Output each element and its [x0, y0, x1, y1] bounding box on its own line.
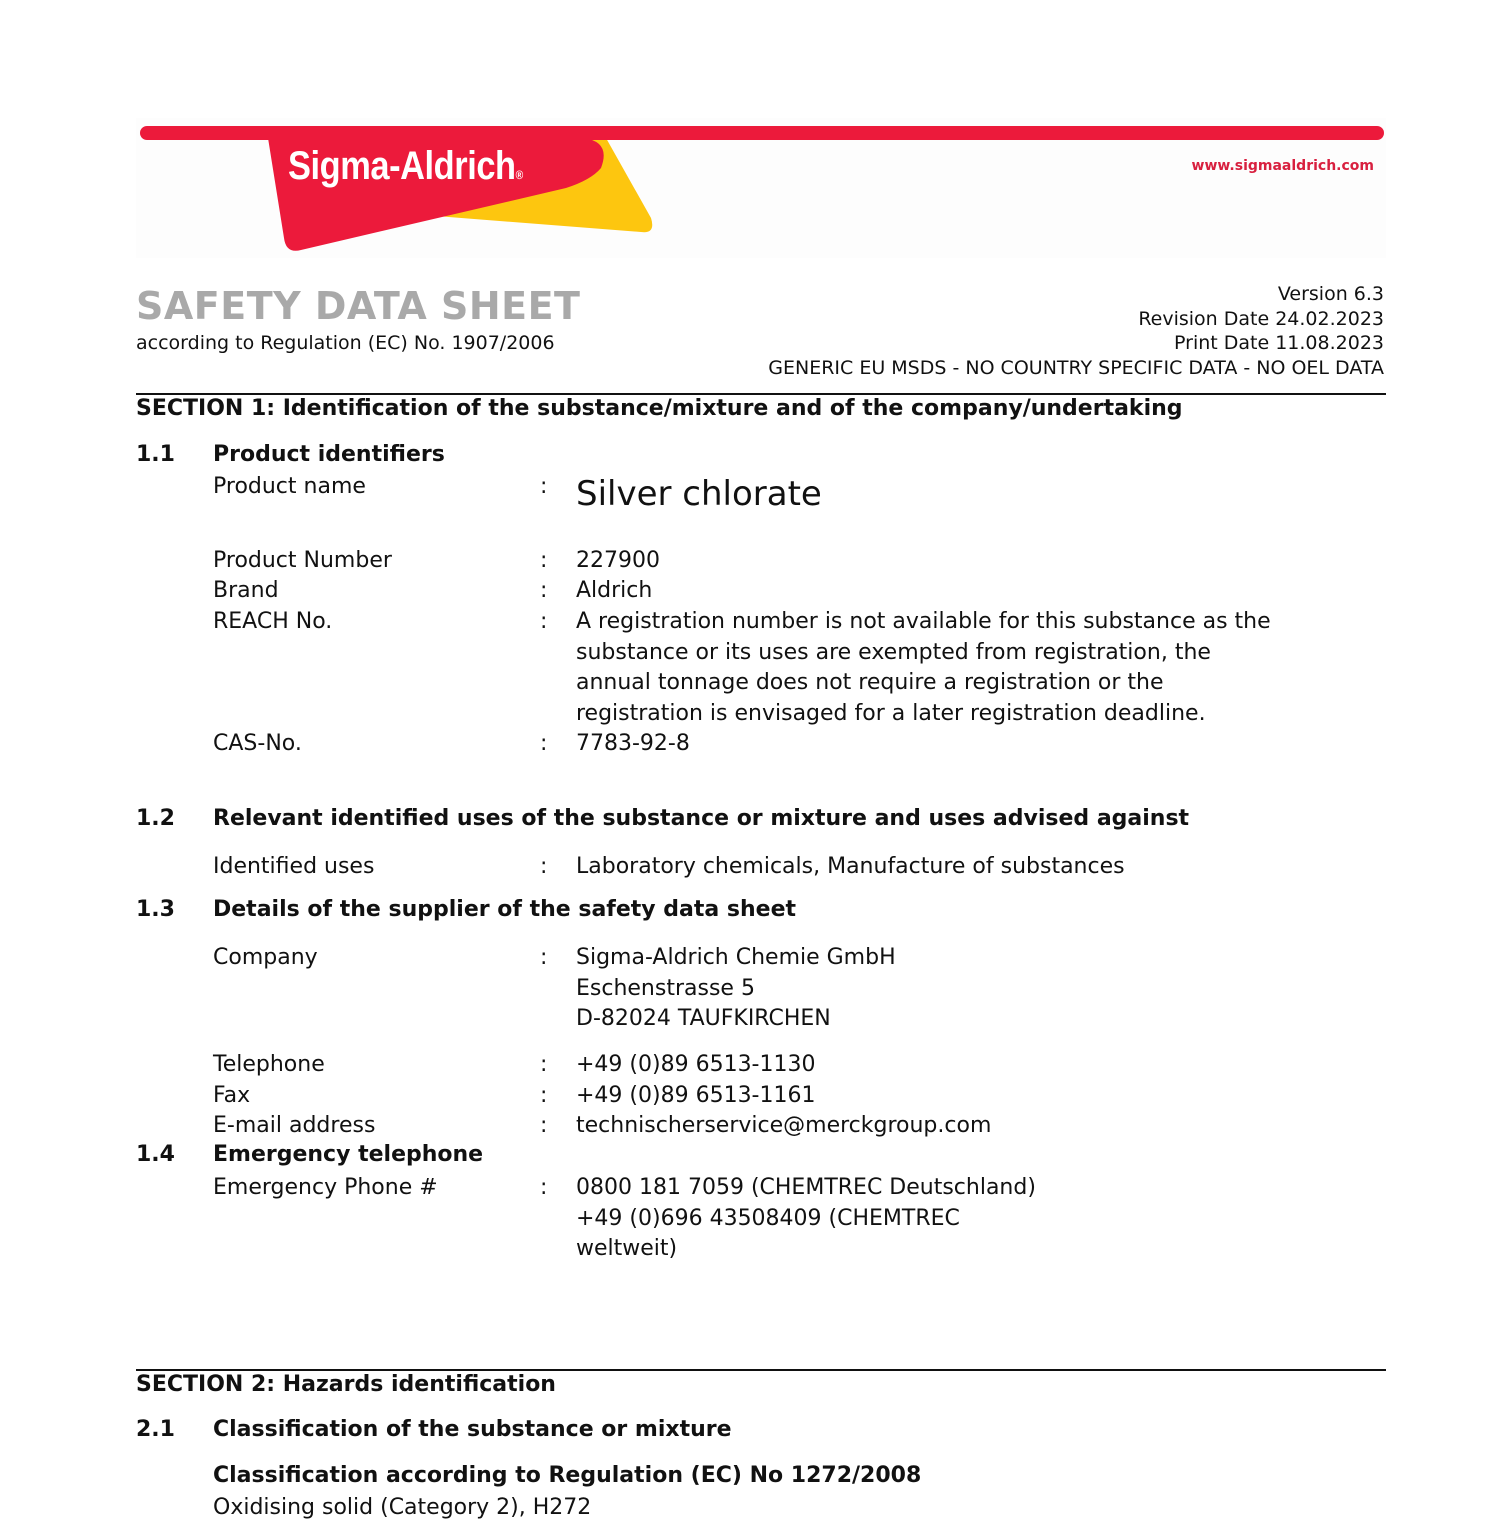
- email-link[interactable]: technischerservice@merckgroup.com: [576, 1113, 992, 1138]
- value-line: annual tonnage does not require a registration or the: [576, 670, 1164, 695]
- subsection-number: 1.1: [136, 442, 175, 467]
- classification-line: Oxidising solid (Category 2), H272: [213, 1495, 592, 1520]
- company-city: D-82024 TAUFKIRCHEN: [576, 1006, 831, 1031]
- registered-mark: ®: [515, 168, 523, 182]
- field-label: Fax: [213, 1083, 251, 1108]
- subsection-title-product-identifiers: Product identifiers: [213, 442, 445, 467]
- generic-notice: GENERIC EU MSDS - NO COUNTRY SPECIFIC DATA - NO OEL DATA: [768, 356, 1384, 379]
- logo-text: Sigma-Aldrich: [288, 144, 516, 188]
- value-line: substance or its uses are exempted from registration, the: [576, 639, 1211, 665]
- section-divider: [136, 1369, 1386, 1371]
- field-colon: :: [540, 731, 548, 756]
- field-label: Brand: [213, 578, 279, 603]
- field-label: CAS-No.: [213, 731, 302, 756]
- revision-date: Revision Date 24.02.2023: [1138, 307, 1384, 330]
- field-colon: :: [540, 474, 548, 499]
- subsection-number: 1.4: [136, 1142, 175, 1167]
- field-colon: :: [540, 854, 548, 879]
- product-name-value: Silver chlorate: [576, 474, 822, 514]
- value-line: weltweit): [576, 1236, 678, 1261]
- field-colon: :: [540, 1175, 548, 1200]
- document-title: SAFETY DATA SHEET: [136, 284, 581, 328]
- field-value: 7783-92-8: [576, 731, 690, 756]
- version: Version 6.3: [1277, 283, 1384, 305]
- field-colon: :: [540, 578, 548, 603]
- value-line: registration is envisaged for a later registration deadline.: [576, 700, 1206, 726]
- header-banner: [136, 118, 1386, 258]
- field-value: Aldrich: [576, 578, 653, 603]
- field-colon: :: [540, 548, 548, 573]
- section-2-heading: SECTION 2: Hazards identification: [136, 1372, 556, 1397]
- field-value: 227900: [576, 548, 660, 573]
- field-label: Identified uses: [213, 854, 375, 879]
- subsection-number: 1.3: [136, 897, 175, 922]
- company-street: Eschenstrasse 5: [576, 975, 755, 1001]
- website-link[interactable]: www.sigmaaldrich.com: [1191, 158, 1374, 174]
- subsection-number: 2.1: [136, 1417, 175, 1442]
- subsection-number: 1.2: [136, 806, 175, 831]
- field-value: Laboratory chemicals, Manufacture of substances: [576, 854, 1125, 879]
- header-red-bar: [140, 126, 1384, 140]
- field-label: Emergency Phone #: [213, 1175, 438, 1200]
- field-value: +49 (0)89 6513-1161: [576, 1083, 816, 1108]
- subsection-title-supplier-details: Details of the supplier of the safety data sheet: [213, 897, 797, 922]
- field-colon: :: [540, 1052, 548, 1077]
- field-value: [576, 607, 1396, 729]
- subsection-title-identified-uses: Relevant identified uses of the substance or mixture and uses advised against: [213, 806, 1190, 831]
- classification-regulation-heading: Classification according to Regulation (EC) No 1272/2008: [213, 1463, 922, 1488]
- subsection-title-classification: Classification of the substance or mixture: [213, 1417, 732, 1442]
- field-colon: :: [540, 1113, 548, 1138]
- subsection-title-emergency-telephone: Emergency telephone: [213, 1142, 484, 1167]
- field-colon: :: [540, 609, 548, 634]
- brand-logo: [288, 144, 523, 189]
- company-name: Sigma-Aldrich Chemie GmbH: [576, 945, 896, 970]
- document-meta: [768, 282, 1384, 380]
- field-value: [576, 943, 1396, 1035]
- field-value: [576, 1173, 1396, 1265]
- field-label: E-mail address: [213, 1113, 376, 1138]
- field-label: Telephone: [213, 1052, 325, 1077]
- field-label: Product Number: [213, 548, 392, 573]
- field-label: Product name: [213, 474, 366, 499]
- value-line: A registration number is not available for this substance as the: [576, 609, 1271, 634]
- document-subtitle: according to Regulation (EC) No. 1907/2006: [136, 332, 555, 354]
- field-label: Company: [213, 945, 318, 970]
- value-line: 0800 181 7059 (CHEMTREC Deutschland): [576, 1175, 1036, 1200]
- print-date: Print Date 11.08.2023: [1174, 332, 1384, 354]
- field-colon: :: [540, 1083, 548, 1108]
- section-1-heading: SECTION 1: Identification of the substance/mixture and of the company/undertaking: [136, 396, 1183, 421]
- value-line: +49 (0)696 43508409 (CHEMTREC: [576, 1205, 960, 1231]
- section-divider: [136, 393, 1386, 395]
- field-label: REACH No.: [213, 609, 333, 634]
- field-value: +49 (0)89 6513-1130: [576, 1052, 816, 1077]
- field-colon: :: [540, 945, 548, 970]
